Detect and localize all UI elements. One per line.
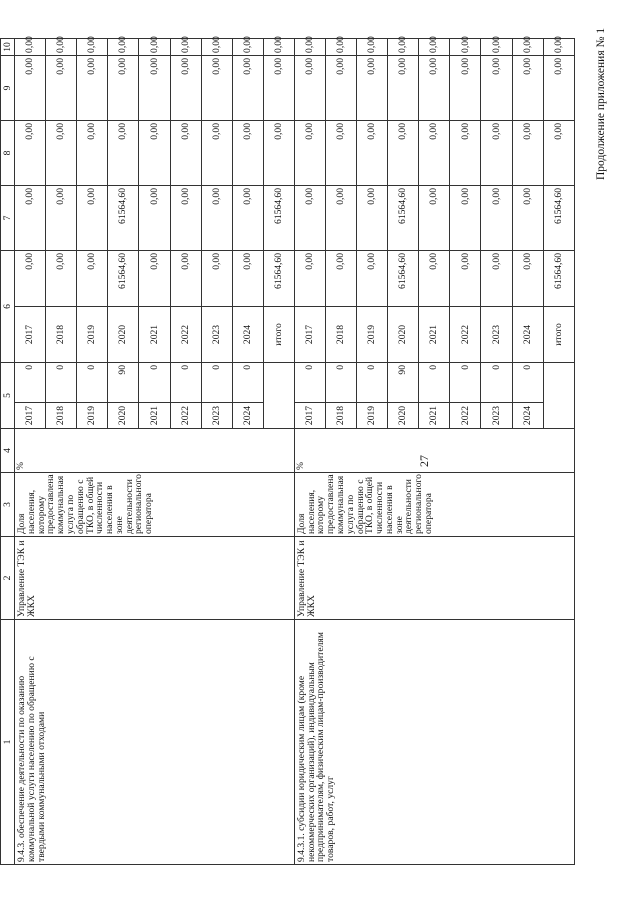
header-col-10: 10 [1, 38, 15, 55]
unit: % [294, 429, 574, 473]
target-year: 2023 [481, 403, 512, 429]
funding-col-7: 0,00 [325, 185, 356, 250]
funding-total: 61564,60 [108, 250, 139, 306]
funding-total: 0,00 [481, 250, 512, 306]
funding-col-10: 0,00 [543, 38, 574, 55]
target-value: 90 [388, 362, 419, 402]
funding-col-9: 0,00 [263, 55, 294, 120]
funding-col-8: 0,00 [357, 120, 388, 185]
target-value: 0 [15, 362, 46, 402]
continuation-note: Продолжение приложения № 1 [595, 27, 607, 180]
target-year: 2020 [108, 403, 139, 429]
target-year: 2017 [294, 403, 325, 429]
funding-col-7: 0,00 [419, 185, 450, 250]
program-table [0, 38, 575, 865]
funding-year: 2024 [232, 306, 263, 362]
target-value: 0 [139, 362, 170, 402]
target-empty [263, 362, 294, 428]
funding-col-7: 0,00 [139, 185, 170, 250]
target-value: 0 [77, 362, 108, 402]
header-col-7: 7 [1, 185, 15, 250]
funding-col-7: 0,00 [512, 185, 543, 250]
funding-year: итого [543, 306, 574, 362]
funding-col-7: 61564,60 [543, 185, 574, 250]
funding-col-8: 0,00 [15, 120, 46, 185]
funding-total: 0,00 [450, 250, 481, 306]
funding-total: 0,00 [139, 250, 170, 306]
funding-col-7: 0,00 [232, 185, 263, 250]
funding-col-10: 0,00 [77, 38, 108, 55]
funding-col-9: 0,00 [201, 55, 232, 120]
header-col-9: 9 [1, 55, 15, 120]
funding-col-8: 0,00 [419, 120, 450, 185]
target-year: 2022 [450, 403, 481, 429]
funding-col-9: 0,00 [450, 55, 481, 120]
target-value: 90 [108, 362, 139, 402]
funding-col-9: 0,00 [170, 55, 201, 120]
funding-year: 2023 [201, 306, 232, 362]
funding-col-9: 0,00 [388, 55, 419, 120]
funding-col-7: 0,00 [77, 185, 108, 250]
funding-col-8: 0,00 [108, 120, 139, 185]
funding-col-10: 0,00 [481, 38, 512, 55]
funding-col-9: 0,00 [325, 55, 356, 120]
funding-year: 2017 [294, 306, 325, 362]
funding-col-10: 0,00 [46, 38, 77, 55]
target-year: 2021 [139, 403, 170, 429]
target-year: 2024 [232, 403, 263, 429]
target-value: 0 [201, 362, 232, 402]
funding-col-7: 0,00 [481, 185, 512, 250]
funding-year: 2023 [481, 306, 512, 362]
funding-year: 2020 [108, 306, 139, 362]
funding-col-9: 0,00 [77, 55, 108, 120]
funding-col-8: 0,00 [263, 120, 294, 185]
header-col-1: 1 [1, 620, 15, 865]
executor: Управление ТЭК и ЖКХ [294, 537, 574, 620]
funding-col-9: 0,00 [139, 55, 170, 120]
target-year: 2023 [201, 403, 232, 429]
funding-col-8: 0,00 [139, 120, 170, 185]
funding-col-7: 0,00 [357, 185, 388, 250]
funding-col-10: 0,00 [512, 38, 543, 55]
funding-col-9: 0,00 [543, 55, 574, 120]
target-value: 0 [325, 362, 356, 402]
funding-year: 2021 [419, 306, 450, 362]
target-year: 2020 [388, 403, 419, 429]
funding-year: 2020 [388, 306, 419, 362]
target-year: 2019 [357, 403, 388, 429]
funding-year: 2024 [512, 306, 543, 362]
funding-col-10: 0,00 [419, 38, 450, 55]
target-year: 2017 [15, 403, 46, 429]
funding-col-8: 0,00 [201, 120, 232, 185]
funding-total: 0,00 [419, 250, 450, 306]
funding-col-9: 0,00 [15, 55, 46, 120]
funding-col-8: 0,00 [170, 120, 201, 185]
activity-name: 9.4.3.1. субсидии юридическим лицам (кроме некоммерческих организаций), индивидуальным предпринимателям, физическим лицам-производителям товаров, работ, услуг [294, 620, 574, 865]
funding-total: 61564,60 [388, 250, 419, 306]
funding-col-9: 0,00 [419, 55, 450, 120]
funding-col-10: 0,00 [450, 38, 481, 55]
target-value: 0 [294, 362, 325, 402]
header-row [1, 38, 15, 864]
target-year: 2024 [512, 403, 543, 429]
funding-col-8: 0,00 [325, 120, 356, 185]
funding-col-7: 0,00 [294, 185, 325, 250]
funding-col-9: 0,00 [46, 55, 77, 120]
funding-col-7: 0,00 [170, 185, 201, 250]
funding-col-10: 0,00 [325, 38, 356, 55]
header-col-8: 8 [1, 120, 15, 185]
indicator-name: Доля населения, которому предоставлена коммунальная услуга по обращению с ТКО, в общей численности населения в зоне деятельности регионального оператора [15, 473, 295, 537]
unit: % [15, 429, 295, 473]
funding-year: 2022 [450, 306, 481, 362]
funding-col-8: 0,00 [294, 120, 325, 185]
funding-year: итого [263, 306, 294, 362]
funding-col-8: 0,00 [543, 120, 574, 185]
funding-col-7: 0,00 [450, 185, 481, 250]
funding-col-8: 0,00 [46, 120, 77, 185]
target-year: 2021 [419, 403, 450, 429]
target-value: 0 [450, 362, 481, 402]
funding-col-10: 0,00 [139, 38, 170, 55]
funding-col-9: 0,00 [108, 55, 139, 120]
target-empty [543, 362, 574, 428]
funding-total: 0,00 [325, 250, 356, 306]
funding-total: 61564,60 [543, 250, 574, 306]
target-value: 0 [419, 362, 450, 402]
funding-total: 0,00 [77, 250, 108, 306]
funding-col-7: 61564,60 [263, 185, 294, 250]
funding-col-8: 0,00 [388, 120, 419, 185]
funding-col-10: 0,00 [170, 38, 201, 55]
funding-total: 0,00 [15, 250, 46, 306]
funding-col-10: 0,00 [263, 38, 294, 55]
funding-total: 0,00 [232, 250, 263, 306]
funding-col-10: 0,00 [15, 38, 46, 55]
indicator-name: Доля населения, которому предоставлена коммунальная услуга по обращению с ТКО, в общей численности населения в зоне деятельности регионального оператора [294, 473, 574, 537]
funding-year: 2017 [15, 306, 46, 362]
funding-col-7: 0,00 [201, 185, 232, 250]
target-value: 0 [170, 362, 201, 402]
funding-year: 2019 [357, 306, 388, 362]
funding-total: 0,00 [357, 250, 388, 306]
funding-col-10: 0,00 [232, 38, 263, 55]
funding-total: 61564,60 [263, 250, 294, 306]
target-year: 2019 [77, 403, 108, 429]
target-value: 0 [357, 362, 388, 402]
table-row [15, 38, 46, 864]
funding-col-9: 0,00 [294, 55, 325, 120]
funding-total: 0,00 [512, 250, 543, 306]
header-col-6: 6 [1, 250, 15, 362]
funding-total: 0,00 [294, 250, 325, 306]
funding-col-7: 61564,60 [108, 185, 139, 250]
header-col-2: 2 [1, 537, 15, 620]
funding-year: 2019 [77, 306, 108, 362]
funding-year: 2022 [170, 306, 201, 362]
target-year: 2018 [46, 403, 77, 429]
table-row [294, 38, 325, 864]
target-year: 2018 [325, 403, 356, 429]
executor: Управление ТЭК и ЖКХ [15, 537, 295, 620]
page-number: 27 [417, 455, 431, 467]
funding-col-10: 0,00 [294, 38, 325, 55]
funding-total: 0,00 [170, 250, 201, 306]
funding-total: 0,00 [46, 250, 77, 306]
funding-col-9: 0,00 [481, 55, 512, 120]
funding-year: 2018 [325, 306, 356, 362]
funding-total: 0,00 [201, 250, 232, 306]
target-value: 0 [512, 362, 543, 402]
funding-col-9: 0,00 [232, 55, 263, 120]
funding-col-8: 0,00 [481, 120, 512, 185]
funding-col-10: 0,00 [108, 38, 139, 55]
funding-col-9: 0,00 [357, 55, 388, 120]
funding-col-7: 0,00 [15, 185, 46, 250]
funding-col-8: 0,00 [77, 120, 108, 185]
funding-year: 2018 [46, 306, 77, 362]
funding-col-10: 0,00 [201, 38, 232, 55]
header-col-3: 3 [1, 473, 15, 537]
header-col-5: 5 [1, 362, 15, 428]
target-year: 2022 [170, 403, 201, 429]
funding-col-7: 0,00 [46, 185, 77, 250]
target-value: 0 [481, 362, 512, 402]
funding-year: 2021 [139, 306, 170, 362]
funding-col-10: 0,00 [388, 38, 419, 55]
funding-col-8: 0,00 [512, 120, 543, 185]
funding-col-10: 0,00 [357, 38, 388, 55]
activity-name: 9.4.3. обеспечение деятельности по оказанию коммунальной услуги населению по обращению с твердыми коммунальными отходами [15, 620, 295, 865]
header-col-4: 4 [1, 429, 15, 473]
funding-col-8: 0,00 [232, 120, 263, 185]
target-value: 0 [232, 362, 263, 402]
target-value: 0 [46, 362, 77, 402]
funding-col-9: 0,00 [512, 55, 543, 120]
funding-col-8: 0,00 [450, 120, 481, 185]
funding-col-7: 61564,60 [388, 185, 419, 250]
